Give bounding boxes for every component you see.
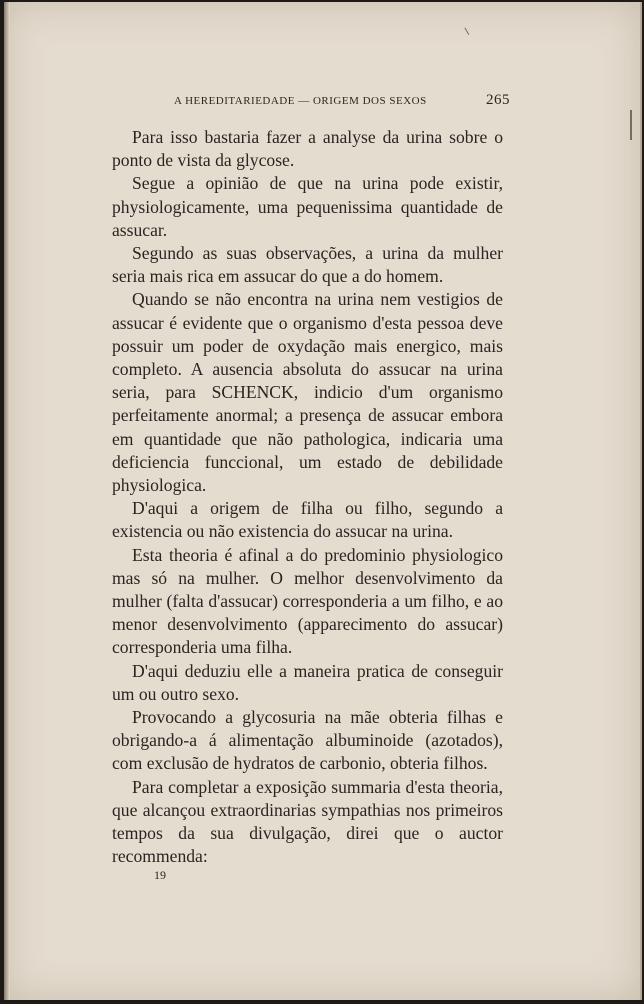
paragraph: Para isso bastaria fazer a analyse da urina sobre o ponto de vista da glycose. [112, 127, 503, 171]
paragraph: D'aqui deduziu elle a maneira pratica de conseguir um ou outro sexo. [112, 660, 503, 704]
running-title: A HEREDITARIEDADE — ORIGEM DOS SEXOS [174, 95, 427, 107]
page-number: 265 [486, 92, 510, 108]
page-gutter-shadow [4, 2, 10, 1000]
body-text [112, 126, 503, 869]
paragraph: Segundo as suas observações, a urina da mulher seria mais rica em assucar do que a do homem. [112, 243, 503, 287]
paragraph: Quando se não encontra na urina nem vestigios de assucar é evidente que o organismo d'esta pessoa deve possuir um poder de oxydação mais energico, mais completo. A ausencia absoluta do assucar na urina seria, para SCHENCK, indicio d'um organismo perfeitamente anormal; a presença de assucar embora em quantidade que não pathologica, indicaria uma deficiencia funccional, um estado de debilidade physiologica. [112, 289, 503, 496]
paper-speck [464, 25, 473, 35]
paragraph: Segue a opinião de que na urina pode existir, physiologicamente, uma pequenissima quantidade de assucar. [112, 173, 503, 240]
margin-mark [630, 110, 632, 140]
paragraph: Provocando a glycosuria na mãe obteria filhas e obrigando-a á alimentação albuminoide (azotados), com exclusão de hydratos de carbonio, obteria filhos. [112, 707, 503, 774]
book-page [4, 2, 642, 1000]
signature-mark: 19 [154, 868, 166, 882]
paragraph: D'aqui a origem de filha ou filho, segundo a existencia ou não existencia do assucar na urina. [112, 498, 503, 542]
paragraph: Para completar a exposição summaria d'esta theoria, que alcançou extraordinarias sympathias nos primeiros tempos da sua divulgação, direi que o auctor recommenda: [112, 776, 503, 867]
paragraph: Esta theoria é afinal a do predominio physiologico mas só na mulher. O melhor desenvolvimento da mulher (falta d'assucar) corresponderia a um filho, e ao menor desenvolvimento (apparecimento do assucar) corresponderia uma filha. [112, 544, 503, 658]
